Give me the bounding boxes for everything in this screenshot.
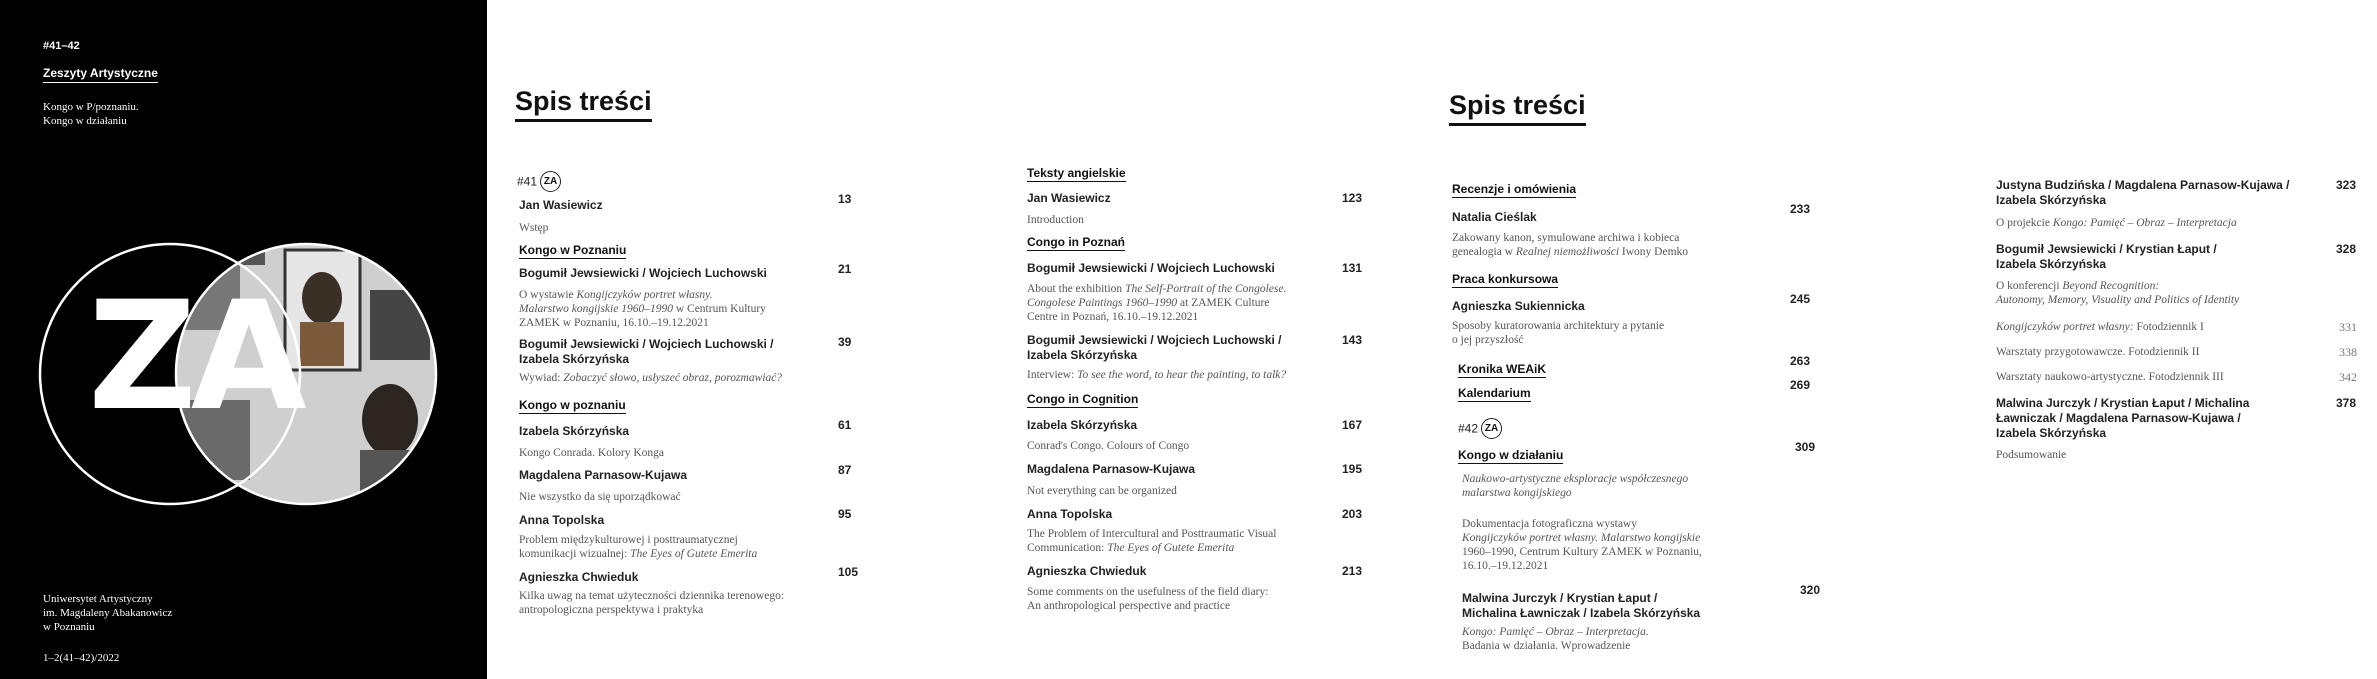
toc-page-number: 328 xyxy=(2336,242,2357,256)
toc-author[interactable]: Anna Topolska xyxy=(1027,507,1113,521)
desc-text: Dokumentacja fotograficzna wystawy xyxy=(1462,518,1637,530)
toc-author[interactable]: Magdalena Parnasow-Kujawa xyxy=(1027,462,1196,476)
toc-page-number: 233 xyxy=(1790,202,1811,216)
toc-author[interactable]: Bogumił Jewsiewicki / Wojciech Luchowski xyxy=(519,266,767,280)
desc-text: Zakowany kanon, symulowane archiwa i kobieca xyxy=(1452,232,1680,244)
desc-text: O projekcie xyxy=(1996,217,2053,229)
toc-author[interactable]: Agnieszka Chwieduk xyxy=(1027,564,1147,578)
toc-page-number: 338 xyxy=(2339,345,2357,359)
toc-description xyxy=(1027,585,1268,613)
desc-text: About the exhibition xyxy=(1027,283,1126,295)
toc-section-heading[interactable]: Kronika WEAiK xyxy=(1458,362,1547,376)
desc-text: Sposoby kuratorowania architektury a pytanie xyxy=(1452,320,1665,332)
toc-page-number: 269 xyxy=(1790,378,1811,392)
desc-italic: Kongo: Pamięć – Obraz – Interpretacja. xyxy=(1462,626,1649,638)
toc-description xyxy=(1452,231,1688,259)
toc-page-number: 213 xyxy=(1342,564,1363,578)
toc-page-number: 39 xyxy=(838,335,852,349)
toc-entry[interactable] xyxy=(1996,320,2204,334)
toc-description xyxy=(1027,527,1276,555)
toc-section-heading[interactable]: Praca konkursowa xyxy=(1452,272,1559,286)
toc-description xyxy=(1462,517,1702,573)
cover-logo: ZA xyxy=(88,270,301,444)
toc-author[interactable] xyxy=(1996,242,2217,272)
desc-italic: The Eyes of Gutete Emerita xyxy=(1107,542,1235,554)
desc-text: Iwony Demko xyxy=(1619,246,1689,258)
toc-page-number: 61 xyxy=(838,418,852,432)
toc-description xyxy=(1462,472,1688,500)
desc-italic: The Self-Portrait of the Congolese. xyxy=(1125,283,1287,295)
cover-magazine-title: Zeszyty Artystyczne xyxy=(43,66,158,83)
toc-page-number: 378 xyxy=(2336,396,2357,410)
toc-page-number: 123 xyxy=(1342,191,1363,205)
toc-description xyxy=(519,533,757,561)
desc-text: Communication: xyxy=(1027,542,1108,554)
author-line: Izabela Skórzyńska xyxy=(1027,348,1138,362)
desc-italic: Kongijczyków portret własny. Malarstwo kongijskie xyxy=(1462,532,1701,544)
desc-text: Centre in Poznań, 16.10.–19.12.2021 xyxy=(1027,311,1199,323)
desc-text: komunikacji wizualnej: xyxy=(519,548,631,560)
toc-description xyxy=(1452,319,1664,347)
toc-description xyxy=(1027,282,1286,324)
toc-section-heading[interactable]: Kongo w Poznaniu xyxy=(519,243,627,257)
toc-page-number: 87 xyxy=(838,463,852,477)
toc-page-number: 195 xyxy=(1342,462,1363,476)
toc-page-number: 143 xyxy=(1342,333,1363,347)
toc-author[interactable]: Izabela Skórzyńska xyxy=(519,424,630,438)
desc-italic: Realnej niemożliwości xyxy=(1515,246,1620,258)
toc-section-heading[interactable]: Congo in Poznań xyxy=(1027,235,1125,249)
desc-italic: malarstwa kongijskiego xyxy=(1462,487,1572,499)
toc-section-heading[interactable]: Recenzje i omówienia xyxy=(1452,182,1577,196)
desc-italic: Zobaczyć słowo, usłyszeć obraz, porozmawiać? xyxy=(563,372,783,384)
issue-41-marker xyxy=(517,171,561,192)
cover-subtitle-line: Kongo w P/poznaniu. xyxy=(43,101,139,113)
toc-description: Kongo Conrada. Kolory Konga xyxy=(519,447,665,459)
toc-author[interactable]: Jan Wasiewicz xyxy=(1027,191,1111,205)
cover-publisher xyxy=(43,592,172,634)
za-badge: ZA xyxy=(1481,418,1502,439)
toc-page-number: 331 xyxy=(2339,320,2357,334)
desc-text: The Problem of Intercultural and Posttraumatic Visual xyxy=(1027,528,1277,540)
desc-italic: Autonomy, Memory, Visuality and Politics of Identity xyxy=(1996,294,2240,306)
desc-text: 1960–1990, Centrum Kultury ZAMEK w Poznaniu, xyxy=(1462,546,1702,558)
toc-description xyxy=(1996,216,2237,230)
toc-page-number: 105 xyxy=(838,565,859,579)
toc-page-number: 309 xyxy=(1795,440,1816,454)
publisher-line: w Poznaniu xyxy=(43,621,95,633)
cover-volume: 1–2(41–42)/2022 xyxy=(43,652,120,664)
page2-heading: Spis treści xyxy=(1449,90,1586,126)
toc-author[interactable]: Jan Wasiewicz xyxy=(519,198,603,212)
desc-text: w Centrum Kultury xyxy=(672,303,766,315)
toc-description xyxy=(1996,279,2239,307)
desc-text: antropologiczna perspektywa i praktyka xyxy=(519,604,704,616)
author-line: Bogumił Jewsiewicki / Krystian Łaput / xyxy=(1996,242,2217,256)
toc-author[interactable]: Bogumił Jewsiewicki / Wojciech Luchowski xyxy=(1027,261,1275,275)
desc-text: Interview: xyxy=(1027,369,1078,381)
author-line: Bogumił Jewsiewicki / Wojciech Luchowski / xyxy=(519,337,774,351)
toc-description: Introduction xyxy=(1027,214,1084,226)
cover-subtitle xyxy=(43,100,139,128)
toc-author[interactable] xyxy=(1996,178,2289,208)
toc-description xyxy=(519,371,782,385)
desc-text: Fotodziennik I xyxy=(2133,321,2204,333)
toc-page-number: 21 xyxy=(838,262,852,276)
cover-page xyxy=(0,0,487,679)
author-line: Izabela Skórzyńska xyxy=(519,352,630,366)
toc-page-number: 13 xyxy=(838,192,852,206)
desc-italic: Congolese Paintings 1960–1990 xyxy=(1027,297,1178,309)
desc-text: genealogia w xyxy=(1452,246,1516,258)
issue-number: #42 xyxy=(1458,421,1479,436)
author-line: Izabela Skórzyńska xyxy=(1996,257,2107,271)
toc-page-number: 167 xyxy=(1342,418,1363,432)
desc-italic: Kongijczyków portret własny. xyxy=(576,289,713,301)
toc-author[interactable] xyxy=(1462,591,1700,621)
za-badge: ZA xyxy=(540,171,561,192)
toc-section-heading[interactable]: Congo in Cognition xyxy=(1027,392,1139,406)
desc-italic: Beyond Recognition: xyxy=(2062,280,2160,292)
desc-text: An anthropological perspective and practice xyxy=(1027,600,1231,612)
desc-text: 16.10.–19.12.2021 xyxy=(1462,560,1549,572)
toc-page-number: 263 xyxy=(1790,354,1811,368)
toc-page-number: 203 xyxy=(1342,507,1363,521)
toc-author[interactable]: Izabela Skórzyńska xyxy=(1027,418,1138,432)
toc-description: Podsumowanie xyxy=(1996,449,2067,461)
toc-section-heading[interactable]: Teksty angielskie xyxy=(1027,166,1126,180)
author-line: Justyna Budzińska / Magdalena Parnasow-Kujawa / xyxy=(1996,178,2290,192)
author-line: Izabela Skórzyńska xyxy=(1996,426,2107,440)
desc-italic: Kongijczyków portret własny: xyxy=(1996,321,2134,333)
toc-author[interactable] xyxy=(519,337,774,367)
author-line: Malwina Jurczyk / Krystian Łaput / Michalina xyxy=(1996,396,2250,410)
toc-author[interactable] xyxy=(1027,333,1282,363)
author-line: Michalina Ławniczak / Izabela Skórzyńska xyxy=(1462,606,1701,620)
toc-author[interactable]: Natalia Cieślak xyxy=(1452,210,1537,224)
toc-page-number: 342 xyxy=(2339,370,2357,384)
desc-italic: The Eyes of Gutete Emerita xyxy=(630,548,758,560)
toc-description: Not everything can be organized xyxy=(1027,485,1177,497)
toc-description xyxy=(519,589,784,617)
toc-section-heading[interactable]: Kongo w działaniu xyxy=(1458,448,1564,462)
toc-entry[interactable]: Warsztaty naukowo-artystyczne. Fotodziennik III xyxy=(1996,371,2224,383)
desc-text: O wystawie xyxy=(519,289,577,301)
author-line: Ławniczak / Magdalena Parnasow-Kujawa / xyxy=(1996,411,2241,425)
toc-description xyxy=(1027,368,1286,382)
issue-42-marker xyxy=(1458,418,1502,439)
desc-italic: Naukowo-artystyczne eksploracje współczesnego xyxy=(1462,473,1689,485)
toc-section-heading[interactable]: Kongo w poznaniu xyxy=(519,398,626,412)
desc-text: Badania w działania. Wprowadzenie xyxy=(1462,640,1631,652)
author-line: Malwina Jurczyk / Krystian Łaput / xyxy=(1462,591,1658,605)
toc-author[interactable]: Agnieszka Chwieduk xyxy=(519,570,639,584)
toc-description: Nie wszystko da się uporządkować xyxy=(519,491,681,503)
page1-heading: Spis treści xyxy=(515,86,652,122)
toc-page-number: 131 xyxy=(1342,261,1363,275)
author-line: Izabela Skórzyńska xyxy=(1996,193,2107,207)
toc-description xyxy=(1462,625,1649,653)
toc-author[interactable]: Anna Topolska xyxy=(519,513,605,527)
toc-description xyxy=(519,288,766,330)
toc-author[interactable]: Magdalena Parnasow-Kujawa xyxy=(519,468,688,482)
desc-text: Wywiad: xyxy=(519,372,564,384)
publisher-line: Uniwersytet Artystyczny xyxy=(43,593,153,605)
toc-entry[interactable]: Warsztaty przygotowawcze. Fotodziennik II xyxy=(1996,346,2200,358)
desc-text: o jej przyszłość xyxy=(1452,334,1524,346)
toc-page-number: 245 xyxy=(1790,292,1811,306)
issue-number: #41 xyxy=(517,174,538,189)
desc-text: Some comments on the usefulness of the field diary: xyxy=(1027,586,1269,598)
desc-text: ZAMEK w Poznaniu, 16.10.–19.12.2021 xyxy=(519,317,709,329)
desc-text: Problem międzykulturowej i posttraumatycznej xyxy=(519,534,738,546)
toc-description: Wstęp xyxy=(519,222,549,234)
publisher-line: im. Magdaleny Abakanowicz xyxy=(43,607,173,619)
cover-issue: #41–42 xyxy=(43,40,80,52)
toc-description: Conrad's Congo. Colours of Congo xyxy=(1027,440,1190,452)
toc-author[interactable]: Agnieszka Sukiennicka xyxy=(1452,299,1585,313)
toc-author[interactable] xyxy=(1996,396,2249,441)
desc-text: Kilka uwag na temat użyteczności dziennika terenowego: xyxy=(519,590,785,602)
toc-page-number: 323 xyxy=(2336,178,2357,192)
desc-italic: To see the word, to hear the painting, to talk? xyxy=(1077,369,1287,381)
desc-text: O konferencji xyxy=(1996,280,2063,292)
cover-subtitle-line: Kongo w działaniu xyxy=(43,115,127,127)
desc-text: at ZAMEK Culture xyxy=(1177,297,1270,309)
toc-page-number: 320 xyxy=(1800,583,1821,597)
desc-italic: Kongo: Pamięć – Obraz – Interpretacja xyxy=(2052,217,2237,229)
author-line: Bogumił Jewsiewicki / Wojciech Luchowski / xyxy=(1027,333,1282,347)
toc-section-heading[interactable]: Kalendarium xyxy=(1458,386,1531,400)
desc-italic: Malarstwo kongijskie 1960–1990 xyxy=(519,303,673,315)
toc-page-number: 95 xyxy=(838,507,852,521)
